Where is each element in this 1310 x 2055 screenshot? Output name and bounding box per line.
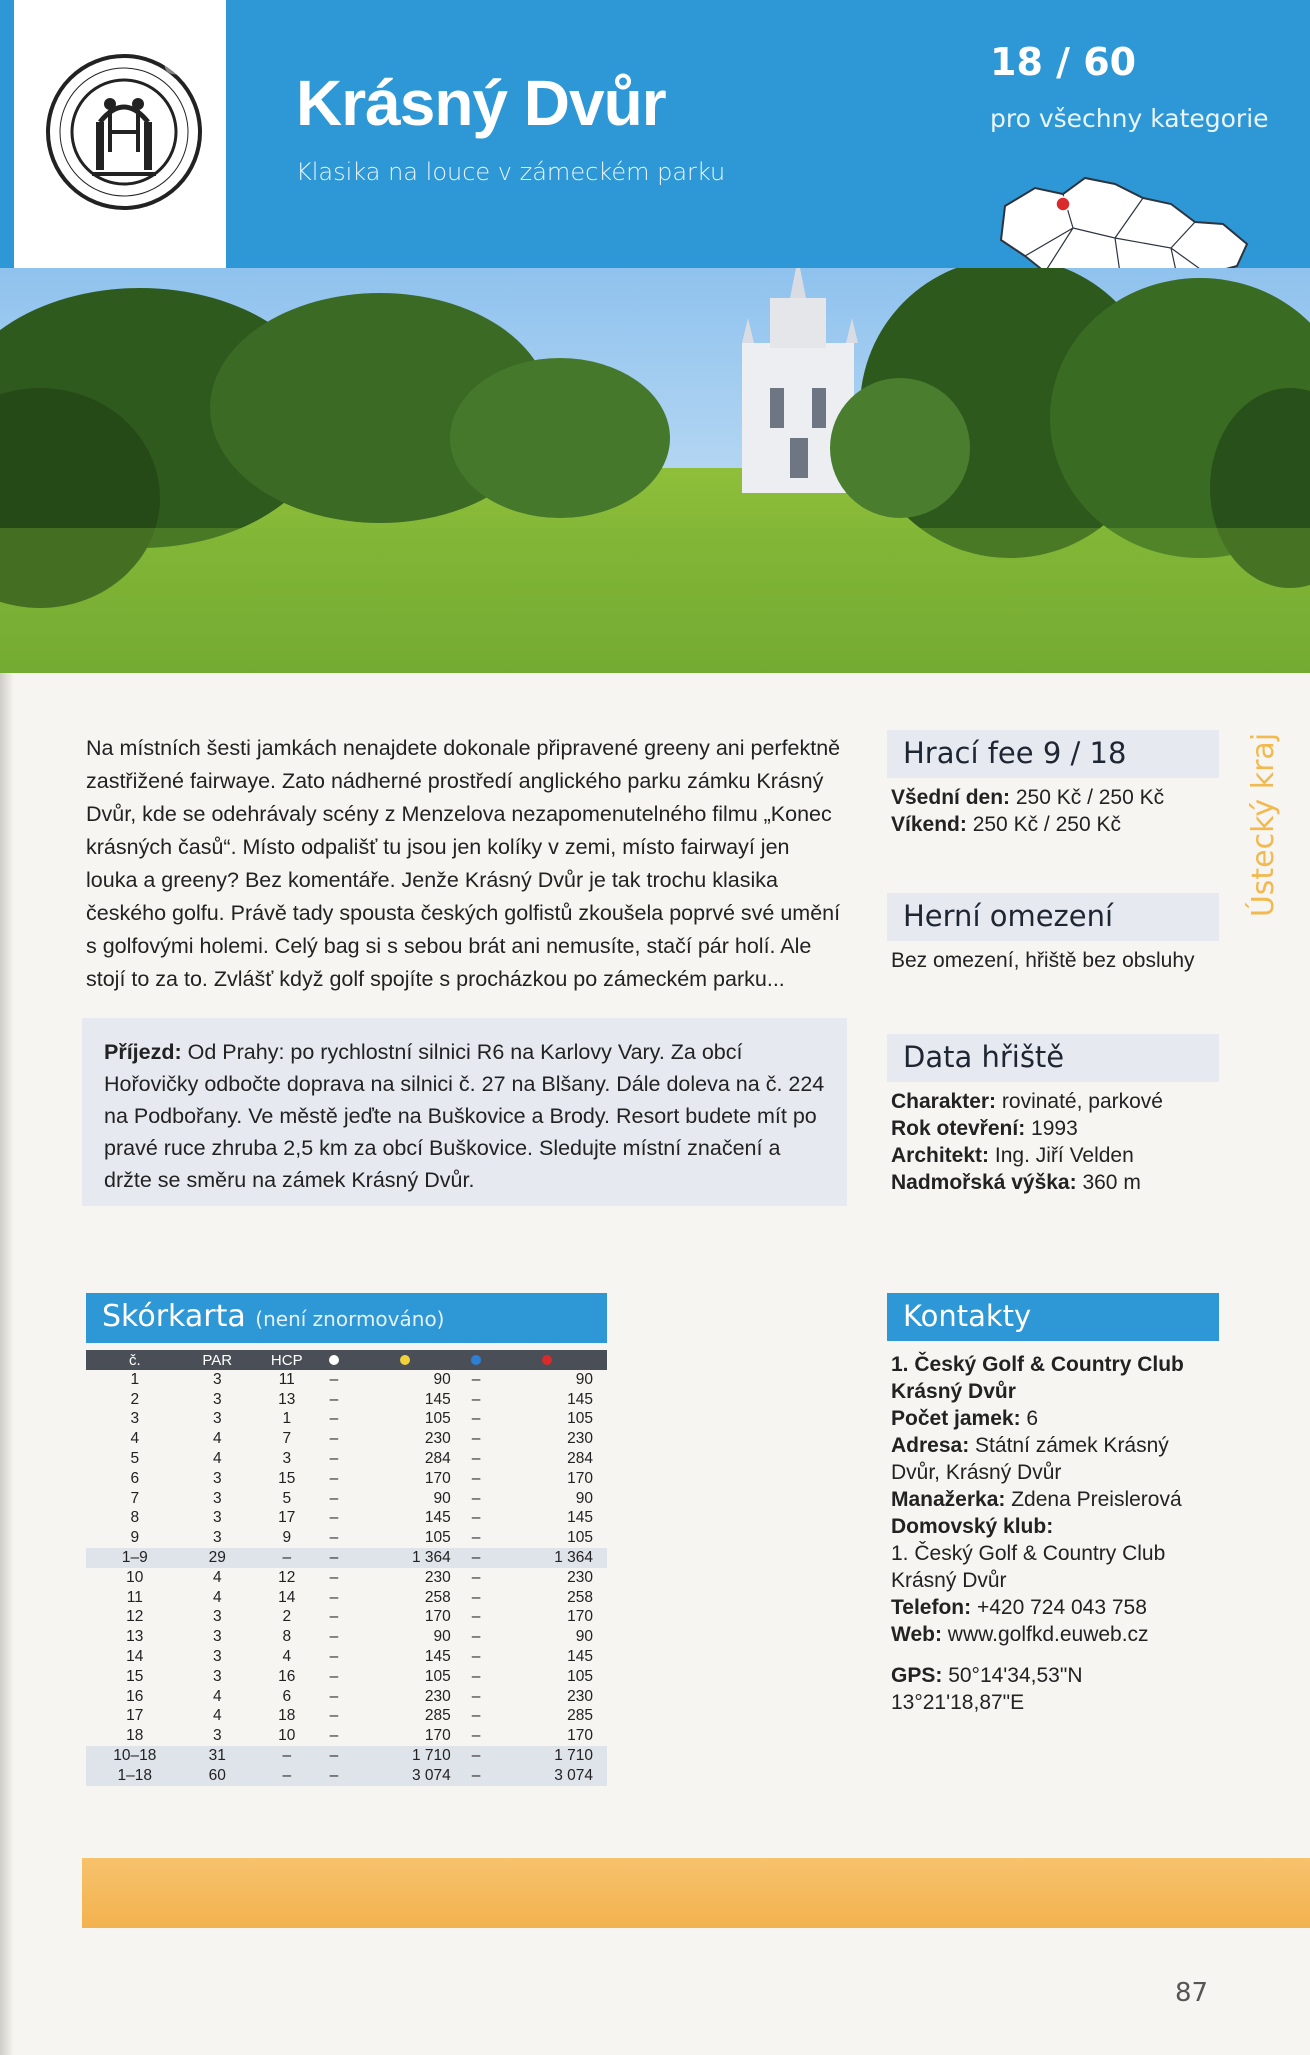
holes-label: Počet jamek: — [891, 1407, 1021, 1430]
architect-label: Architekt: — [891, 1144, 990, 1167]
table-cell: 230 — [567, 1568, 593, 1586]
table-cell: 4 — [212, 1430, 222, 1448]
table-cell: 170 — [424, 1608, 451, 1626]
table-cell: 145 — [567, 1648, 593, 1666]
phone-label: Telefon: — [891, 1596, 972, 1619]
table-cell: – — [251, 1746, 323, 1766]
table-cell: 3 — [212, 1370, 222, 1388]
table-cell: 8 — [130, 1509, 140, 1527]
table-cell: 4 — [130, 1430, 140, 1448]
table-cell: 3 — [212, 1628, 222, 1646]
table-row — [86, 1608, 607, 1628]
table-cell: 285 — [567, 1707, 593, 1725]
manager-value: Zdena Preislerová — [1011, 1488, 1182, 1511]
table-cell: 170 — [567, 1469, 593, 1487]
table-cell: 90 — [433, 1628, 451, 1646]
table-cell: 3 — [212, 1727, 222, 1745]
table-cell: 170 — [567, 1727, 593, 1745]
table-cell: – — [329, 1588, 339, 1606]
table-cell: – — [471, 1667, 481, 1685]
table-cell: 90 — [575, 1489, 593, 1507]
table-cell: – — [471, 1430, 481, 1448]
table-cell: 3 — [212, 1390, 222, 1408]
table-cell: 230 — [567, 1430, 593, 1448]
arrival-label: Příjezd: — [104, 1040, 182, 1064]
table-cell: 258 — [424, 1588, 451, 1606]
table-cell: – — [323, 1746, 346, 1766]
table-cell: 12 — [126, 1608, 144, 1626]
home-club-label: Domovský klub: — [891, 1515, 1054, 1538]
character-value: rovinaté, parkové — [1001, 1090, 1163, 1113]
table-cell: 10–18 — [86, 1746, 184, 1766]
scorecard-title: Skórkarta — [102, 1299, 246, 1334]
table-cell: – — [471, 1390, 481, 1408]
contacts-details — [887, 1341, 1219, 1716]
table-cell: – — [471, 1727, 481, 1745]
col-hole: č. — [86, 1350, 184, 1370]
table-cell: 1 — [282, 1410, 292, 1428]
table-row — [86, 1707, 607, 1727]
table-cell: 105 — [424, 1410, 451, 1428]
table-cell: 3 074 — [345, 1766, 465, 1786]
table-cell: 90 — [433, 1489, 451, 1507]
table-cell: 17 — [278, 1509, 296, 1527]
fees-details — [887, 778, 1219, 838]
table-row — [86, 1588, 607, 1608]
table-cell: 105 — [567, 1529, 593, 1547]
table-cell: 284 — [424, 1450, 451, 1468]
table-cell: 4 — [212, 1687, 222, 1705]
web-link[interactable]: www.golfkd.euweb.cz — [947, 1623, 1149, 1646]
table-cell: 18 — [126, 1727, 144, 1745]
table-row — [86, 1647, 607, 1667]
table-row — [86, 1746, 607, 1766]
table-cell: – — [329, 1648, 339, 1666]
table-cell: – — [471, 1529, 481, 1547]
year-label: Rok otevření: — [891, 1117, 1026, 1140]
table-cell: 2 — [282, 1608, 292, 1626]
course-number: 8a — [162, 34, 223, 85]
table-cell: 145 — [567, 1390, 593, 1408]
table-cell: 14 — [278, 1588, 296, 1606]
table-cell: – — [471, 1628, 481, 1646]
table-cell: 145 — [424, 1648, 451, 1666]
table-cell: – — [471, 1687, 481, 1705]
table-cell: 9 — [130, 1529, 140, 1547]
table-cell: – — [323, 1548, 346, 1568]
table-cell: 16 — [278, 1667, 296, 1685]
table-cell: – — [471, 1450, 481, 1468]
table-cell: 3 074 — [487, 1766, 607, 1786]
table-cell: – — [329, 1469, 339, 1487]
table-cell: 17 — [126, 1707, 144, 1725]
intro-paragraph: Na místních šesti jamkách nenajdete dokonale připravené greeny ani perfektně zastřižené fairwaye. Zato nádherné prostředí anglického parku zámku Krásný Dvůr, kde se odehrávaly scény z Menzelova nezapomenutelného filmu „Konec krásných časů“. Místo odpališť tu jsou jen kolíky v zemi, místo fairwayí jen louka a greeny? Bez komentáře. Jenže Krásný Dvůr je tak trochu klasika českého golfu. Právě tady spousta českých golfistů zkoušela poprvé své umění s golfovými holemi. Celý bag si s sebou brát ani nemusíte, stačí pár holí. Ale stojí to za to. Zvlášť když golf spojíte s procházkou po zámeckém parku... — [86, 736, 841, 991]
table-cell: 3 — [212, 1489, 222, 1507]
address-value: Státní zámek Krásný Dvůr, Krásný Dvůr — [891, 1434, 1169, 1484]
table-cell: 2 — [130, 1390, 140, 1408]
table-cell: 11 — [278, 1370, 295, 1388]
table-cell: – — [329, 1489, 339, 1507]
table-cell: 1–9 — [86, 1548, 184, 1568]
manager-label: Manažerka: — [891, 1488, 1006, 1511]
table-cell: – — [323, 1766, 346, 1786]
table-row — [86, 1627, 607, 1647]
footer-band — [82, 1858, 1310, 1928]
table-cell: 13 — [278, 1390, 296, 1408]
table-cell: 7 — [130, 1489, 140, 1507]
year-value: 1993 — [1031, 1117, 1078, 1140]
table-cell: 3 — [130, 1410, 140, 1428]
table-cell: – — [329, 1509, 339, 1527]
table-cell: – — [329, 1390, 339, 1408]
scorecard-heading — [86, 1293, 607, 1343]
table-cell: 12 — [278, 1568, 296, 1586]
table-cell: 145 — [424, 1509, 451, 1527]
table-cell: 7 — [282, 1430, 292, 1448]
altitude-value: 360 m — [1082, 1171, 1141, 1194]
gps-label: GPS: — [891, 1664, 943, 1687]
home-club-value: 1. Český Golf & Country Club Krásný Dvůr — [891, 1542, 1166, 1592]
table-cell: – — [465, 1746, 488, 1766]
table-cell: 105 — [567, 1410, 593, 1428]
yellow-tee-icon — [345, 1350, 465, 1370]
table-row — [86, 1370, 607, 1390]
table-cell: 31 — [184, 1746, 251, 1766]
table-cell: 11 — [126, 1588, 143, 1606]
table-cell: 3 — [212, 1509, 222, 1527]
altitude-label: Nadmořská výška: — [891, 1171, 1077, 1194]
table-row — [86, 1390, 607, 1410]
table-cell: – — [471, 1707, 481, 1725]
page-title: Krásný Dvůr — [296, 67, 666, 139]
course-data-heading: Data hřiště — [887, 1034, 1219, 1082]
table-row — [86, 1568, 607, 1588]
table-cell: – — [471, 1648, 481, 1666]
arrival-text: Od Prahy: po rychlostní silnici R6 na Karlovy Vary. Za obcí Hořovičky odbočte doprava na silnici č. 27 na Blšany. Dále doleva na č. 224 na Podbořany. Ve městě jeďte na Buškovice a Brody. Resort budete mít po pravé ruce zhruba 2,5 km za obcí Buškovice. Sledujte místní značení a držte se směru na zámek Krásný Dvůr. — [104, 1040, 825, 1192]
holes-value: 6 — [1026, 1407, 1039, 1430]
table-cell: 4 — [212, 1588, 222, 1606]
table-cell: 5 — [130, 1450, 140, 1468]
table-cell: 4 — [212, 1707, 222, 1725]
gps-value: 50°14'34,53"N 13°21'18,87"E — [891, 1664, 1083, 1714]
course-data-section — [887, 1034, 1219, 1196]
scorecard-table — [86, 1350, 607, 1786]
table-cell: 1 364 — [345, 1548, 465, 1568]
table-cell: 258 — [567, 1588, 593, 1606]
weekend-label: Víkend: — [891, 813, 967, 836]
table-cell: 3 — [282, 1450, 292, 1468]
table-cell: – — [471, 1568, 481, 1586]
table-cell: – — [471, 1608, 481, 1626]
table-cell: 105 — [567, 1667, 593, 1685]
table-cell: – — [329, 1628, 339, 1646]
table-cell: – — [465, 1766, 488, 1786]
table-cell: 230 — [424, 1568, 451, 1586]
fees-section — [887, 730, 1219, 838]
table-cell: 3 — [212, 1529, 222, 1547]
table-cell: 284 — [567, 1450, 593, 1468]
course-data-details — [887, 1082, 1219, 1196]
arrival-box — [82, 1018, 847, 1206]
table-cell: 6 — [130, 1469, 140, 1487]
table-cell: 5 — [282, 1489, 292, 1507]
table-cell: – — [465, 1548, 488, 1568]
table-cell: – — [251, 1766, 323, 1786]
table-row — [86, 1548, 607, 1568]
table-row — [86, 1528, 607, 1548]
table-cell: 90 — [433, 1370, 451, 1388]
table-cell: 18 — [278, 1707, 296, 1725]
web-label: Web: — [891, 1623, 942, 1646]
table-cell: 230 — [424, 1430, 451, 1448]
table-cell: – — [329, 1608, 339, 1626]
table-cell: – — [329, 1450, 339, 1468]
table-cell: 3 — [212, 1608, 222, 1626]
table-cell: – — [329, 1529, 339, 1547]
table-cell: – — [329, 1430, 339, 1448]
table-cell: 1 364 — [487, 1548, 607, 1568]
table-cell: 29 — [184, 1548, 251, 1568]
table-cell: 105 — [424, 1667, 451, 1685]
table-cell: 230 — [567, 1687, 593, 1705]
table-row — [86, 1469, 607, 1489]
table-cell: – — [329, 1727, 339, 1745]
contacts-heading: Kontakty — [887, 1293, 1219, 1341]
table-cell: – — [471, 1410, 481, 1428]
red-tee-icon — [487, 1350, 607, 1370]
table-row — [86, 1410, 607, 1430]
table-cell: 1–18 — [86, 1766, 184, 1786]
table-row — [86, 1429, 607, 1449]
table-row — [86, 1489, 607, 1509]
table-cell: – — [329, 1370, 339, 1388]
col-hcp: HCP — [251, 1350, 323, 1370]
weekday-label: Všední den: — [891, 786, 1011, 809]
table-cell: 8 — [282, 1628, 292, 1646]
white-tee-icon — [323, 1350, 346, 1370]
table-row — [86, 1509, 607, 1529]
table-cell: 170 — [567, 1608, 593, 1626]
table-cell: 10 — [278, 1727, 296, 1745]
table-cell: – — [329, 1707, 339, 1725]
table-cell: 60 — [184, 1766, 251, 1786]
table-cell: – — [329, 1410, 339, 1428]
weekend-value: 250 Kč / 250 Kč — [972, 813, 1121, 836]
table-cell: 145 — [567, 1509, 593, 1527]
table-cell: 14 — [126, 1648, 144, 1666]
table-cell: 4 — [282, 1648, 292, 1666]
table-row — [86, 1449, 607, 1469]
table-cell: – — [471, 1469, 481, 1487]
restrictions-section — [887, 893, 1219, 974]
region-label-wrap — [1236, 720, 1296, 930]
architect-value: Ing. Jiří Velden — [994, 1144, 1134, 1167]
col-par: PAR — [184, 1350, 251, 1370]
character-label: Charakter: — [891, 1090, 997, 1113]
weekday-value: 250 Kč / 250 Kč — [1015, 786, 1165, 809]
page-number: 87 — [1175, 1978, 1209, 2008]
blue-tee-icon — [465, 1350, 488, 1370]
table-row — [86, 1667, 607, 1687]
table-cell: – — [329, 1568, 339, 1586]
table-cell: 16 — [126, 1687, 144, 1705]
restrictions-heading: Herní omezení — [887, 893, 1219, 941]
table-cell: 90 — [575, 1370, 593, 1388]
table-cell: 9 — [282, 1529, 292, 1547]
table-row — [86, 1726, 607, 1746]
table-cell: – — [329, 1687, 339, 1705]
table-cell: 1 710 — [487, 1746, 607, 1766]
table-cell: 1 — [130, 1370, 140, 1388]
table-cell: – — [329, 1667, 339, 1685]
phone-value[interactable]: +420 724 043 758 — [976, 1596, 1147, 1619]
table-cell: – — [471, 1509, 481, 1527]
table-cell: 170 — [424, 1469, 451, 1487]
course-photo — [0, 268, 1310, 673]
table-cell: 3 — [212, 1648, 222, 1666]
ranking-value: 18 / 60 — [990, 40, 1137, 84]
table-cell: – — [471, 1489, 481, 1507]
contacts-section — [887, 1293, 1219, 1716]
table-cell: 6 — [282, 1687, 292, 1705]
table-cell: 90 — [575, 1628, 593, 1646]
table-cell: 230 — [424, 1687, 451, 1705]
table-row — [86, 1766, 607, 1786]
table-cell: 3 — [212, 1469, 222, 1487]
table-cell: 3 — [212, 1410, 222, 1428]
table-cell: 15 — [278, 1469, 296, 1487]
table-cell: – — [251, 1548, 323, 1568]
region-label: Ústecký kraj — [1246, 732, 1281, 918]
page-subtitle: Klasika na louce v zámeckém parku — [296, 158, 726, 186]
fees-heading: Hrací fee 9 / 18 — [887, 730, 1219, 778]
address-label: Adresa: — [891, 1434, 970, 1457]
table-cell: 145 — [424, 1390, 451, 1408]
table-cell: – — [471, 1370, 481, 1388]
table-cell: – — [471, 1588, 481, 1606]
table-cell: 13 — [126, 1628, 144, 1646]
table-cell: 4 — [212, 1568, 222, 1586]
table-cell: 4 — [212, 1450, 222, 1468]
club-name: 1. Český Golf & Country Club Krásný Dvůr — [891, 1353, 1184, 1403]
table-row — [86, 1687, 607, 1707]
table-cell: 285 — [424, 1707, 451, 1725]
table-cell: 170 — [424, 1727, 451, 1745]
table-cell: 1 710 — [345, 1746, 465, 1766]
table-cell: 105 — [424, 1529, 451, 1547]
table-cell: 15 — [126, 1667, 144, 1685]
table-cell: 3 — [212, 1667, 222, 1685]
scorecard-note: (není znormováno) — [255, 1307, 445, 1331]
restrictions-text: Bez omezení, hřiště bez obsluhy — [891, 949, 1195, 972]
scorecard-header-row — [86, 1350, 607, 1370]
ranking-label: pro všechny kategorie — [990, 104, 1269, 133]
table-cell: 10 — [126, 1568, 144, 1586]
